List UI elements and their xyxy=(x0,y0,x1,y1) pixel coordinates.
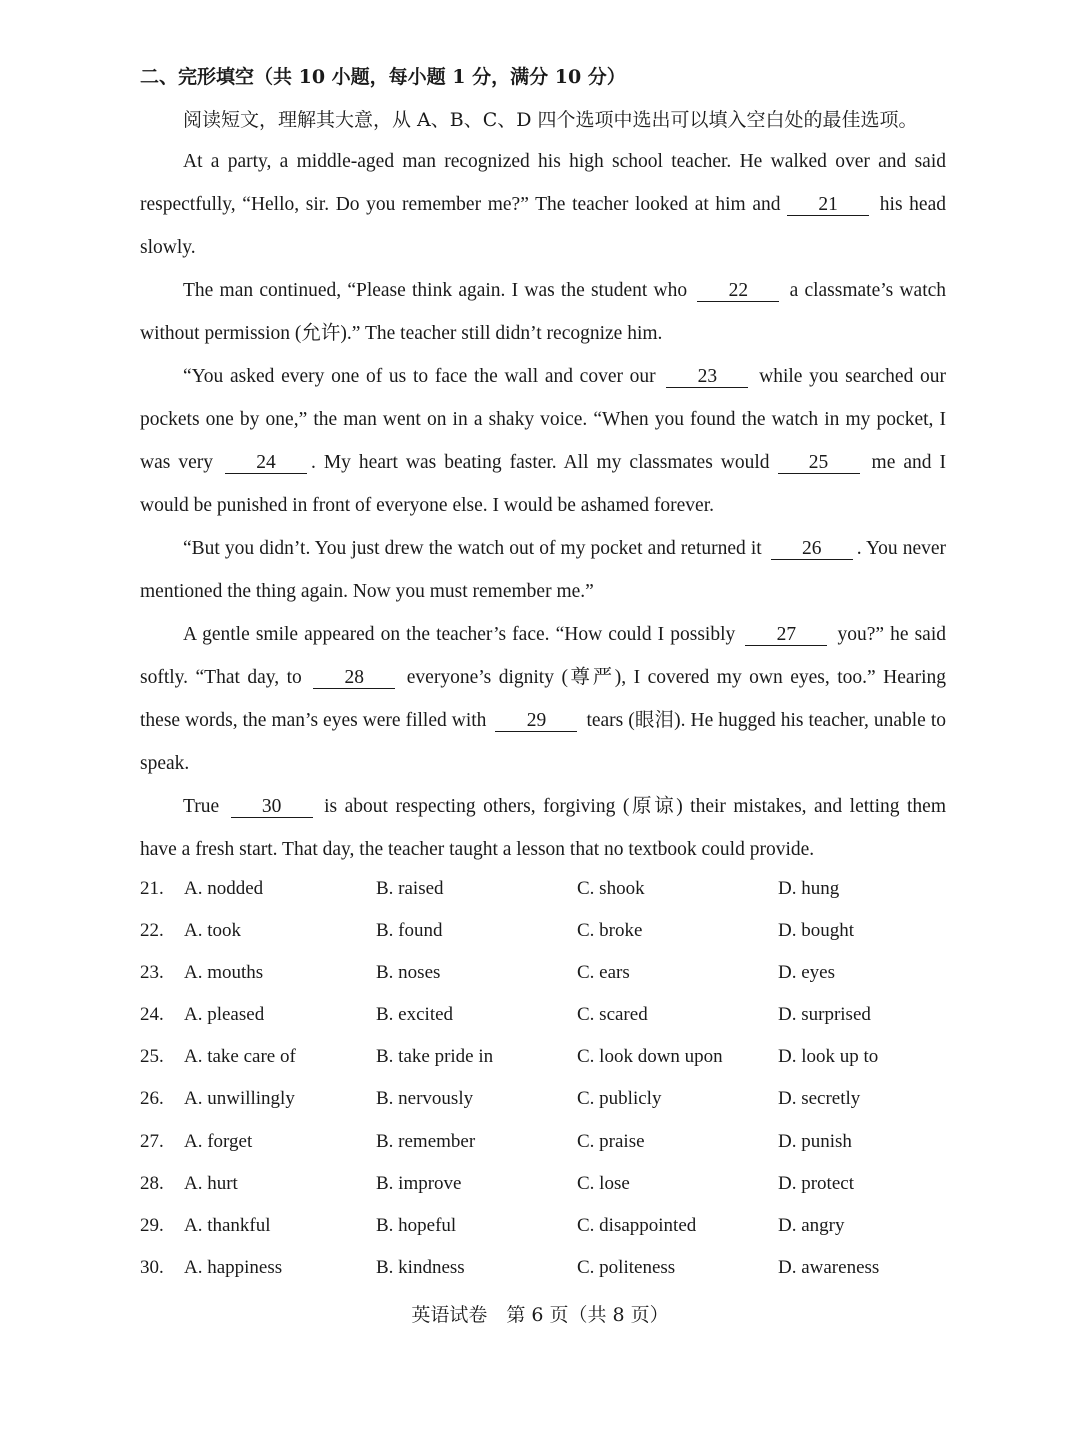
option-c: C. look down upon xyxy=(577,1046,723,1068)
option-d: D. surprised xyxy=(778,1004,871,1026)
option-c: C. disappointed xyxy=(577,1214,697,1236)
option-a: A. thankful xyxy=(184,1214,271,1236)
question-row xyxy=(140,912,960,954)
paragraph-2 xyxy=(140,269,946,355)
text: . You never mentioned the thing again. Now you must remember me.” xyxy=(140,538,946,602)
option-b: B. kindness xyxy=(376,1256,465,1278)
option-d: D. awareness xyxy=(778,1256,880,1278)
paragraph-5 xyxy=(140,613,946,785)
option-a: A. took xyxy=(184,920,241,942)
instruction: 阅读短文，理解其大意，从 A、B、C、D 四个选项中选出可以填入空白处的最佳选项。 xyxy=(183,109,918,131)
question-row xyxy=(140,954,960,996)
question-number: 21. xyxy=(140,878,164,899)
question-row xyxy=(140,1207,960,1249)
question-number: 28. xyxy=(140,1172,164,1194)
question-number: 24. xyxy=(140,1004,164,1026)
option-b: B. remember xyxy=(376,1130,476,1152)
text: his head slowly. xyxy=(140,194,946,258)
paragraph-3 xyxy=(140,355,946,527)
option-a: A. take care of xyxy=(184,1046,296,1068)
option-d: D. hung xyxy=(778,878,840,899)
section-title: 二、完形填空（共 10 小题，每小题 1 分，满分 10 分） xyxy=(140,66,626,88)
text: “But you didn’t. You just drew the watch out of my pocket and returned it xyxy=(183,538,762,559)
option-b: B. take pride in xyxy=(376,1046,494,1068)
text: . My heart was beating faster. All my classmates would xyxy=(310,452,770,473)
page-footer: 英语试卷 第 6 页（共 8 页） xyxy=(411,1304,669,1326)
blank-29: 29 xyxy=(495,711,577,732)
paragraph-6 xyxy=(140,785,946,871)
text: tears (眼泪). He hugged his teacher, unable to speak. xyxy=(140,710,947,774)
text: a classmate’s watch without permission (允许).” The teacher still didn’t recognize him. xyxy=(140,280,947,344)
text: True xyxy=(183,796,220,817)
question-number: 30. xyxy=(140,1256,164,1278)
option-d: D. bought xyxy=(778,920,854,942)
question-row xyxy=(140,996,960,1038)
option-c: C. shook xyxy=(577,878,645,899)
option-a: A. happiness xyxy=(184,1256,283,1278)
option-b: B. improve xyxy=(376,1172,462,1194)
question-row xyxy=(140,1123,960,1165)
blank-25: 25 xyxy=(778,453,860,474)
text: At a party, a middle-aged man recognized his high school teacher. He walked over and said respectfully, “Hello, sir. Do you remember me?” The teacher looked at him and xyxy=(140,151,946,215)
text: The man continued, “Please think again. I was the student who xyxy=(183,280,688,301)
question-number: 23. xyxy=(140,962,164,984)
option-c: C. ears xyxy=(577,962,630,984)
option-b: B. raised xyxy=(376,878,444,899)
text: me and I would be punished in front of everyone else. I would be ashamed forever. xyxy=(140,452,946,516)
option-b: B. found xyxy=(376,920,443,942)
question-row xyxy=(140,1249,960,1291)
text: everyone’s dignity (尊严), I covered my own eyes, too.” Hearing these words, the man’s eyes were filled with xyxy=(140,667,946,731)
blank-23: 23 xyxy=(666,367,748,388)
option-c: C. publicly xyxy=(577,1088,662,1110)
blank-24: 24 xyxy=(225,453,307,474)
paragraph-4 xyxy=(140,527,946,613)
option-a: A. hurt xyxy=(184,1172,238,1194)
text: you?” he said softly. “That day, to xyxy=(140,624,946,688)
text: while you searched our pockets one by one,” the man went on in a shaky voice. “When you found the watch in my pocket, I was very xyxy=(140,366,947,473)
text: is about respecting others, forgiving (原谅) their mistakes, and letting them have a fresh start. That day, the teacher taught a lesson that no textbook could provide. xyxy=(140,796,946,860)
option-c: C. lose xyxy=(577,1172,630,1194)
option-c: C. politeness xyxy=(577,1256,676,1278)
answer-options xyxy=(140,870,960,1291)
option-d: D. angry xyxy=(778,1214,845,1236)
question-number: 29. xyxy=(140,1214,164,1236)
option-c: C. broke xyxy=(577,920,643,942)
option-b: B. excited xyxy=(376,1004,454,1026)
question-number: 26. xyxy=(140,1088,164,1110)
option-a: A. forget xyxy=(184,1130,253,1152)
option-a: A. pleased xyxy=(184,1004,265,1026)
option-a: A. nodded xyxy=(184,878,264,899)
blank-30: 30 xyxy=(231,797,313,818)
question-row xyxy=(140,1080,960,1122)
option-a: A. mouths xyxy=(184,962,264,984)
option-d: D. protect xyxy=(778,1172,854,1194)
question-number: 27. xyxy=(140,1130,164,1152)
option-d: D. look up to xyxy=(778,1046,879,1068)
option-b: B. nervously xyxy=(376,1088,474,1110)
question-row xyxy=(140,870,960,912)
blank-27: 27 xyxy=(745,625,827,646)
question-row xyxy=(140,1165,960,1207)
option-d: D. eyes xyxy=(778,962,835,984)
text: A gentle smile appeared on the teacher’s face. “How could I possibly xyxy=(183,624,736,645)
option-d: D. punish xyxy=(778,1130,852,1152)
blank-26: 26 xyxy=(771,539,853,560)
cloze-passage xyxy=(140,140,946,871)
blank-28: 28 xyxy=(313,668,395,689)
question-number: 25. xyxy=(140,1046,164,1068)
option-c: C. praise xyxy=(577,1130,645,1152)
blank-22: 22 xyxy=(697,281,779,302)
option-b: B. noses xyxy=(376,962,441,984)
option-d: D. secretly xyxy=(778,1088,861,1110)
option-c: C. scared xyxy=(577,1004,648,1026)
option-b: B. hopeful xyxy=(376,1214,457,1236)
question-row xyxy=(140,1038,960,1080)
option-a: A. unwillingly xyxy=(184,1088,295,1110)
blank-21: 21 xyxy=(787,195,869,216)
paragraph-1 xyxy=(140,140,946,269)
question-number: 22. xyxy=(140,920,164,942)
text: “You asked every one of us to face the wall and cover our xyxy=(183,366,656,387)
